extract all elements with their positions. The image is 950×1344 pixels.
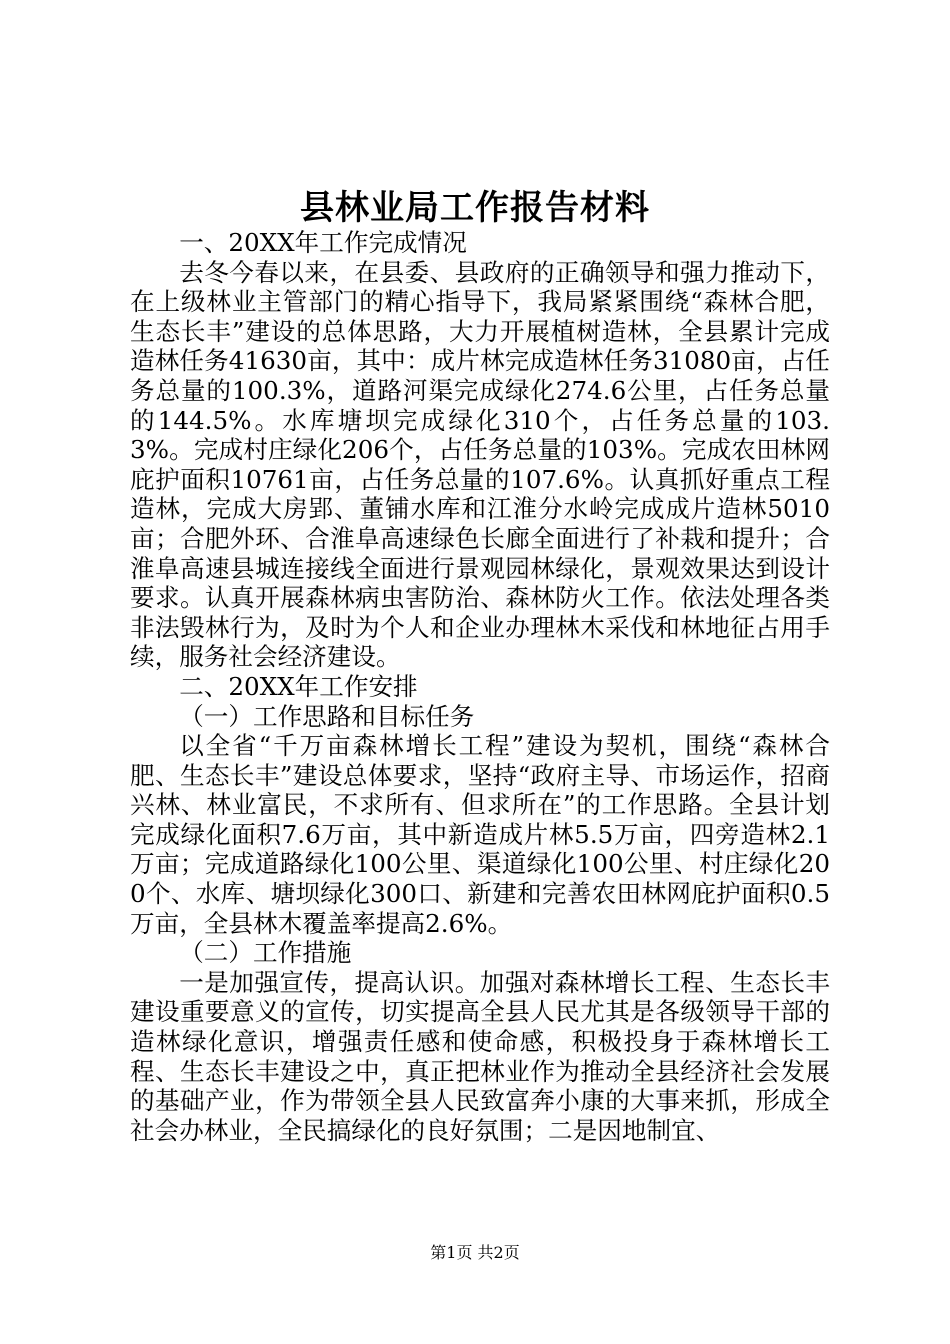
paragraph-work-plan: 以全省“千万亩森林增长工程”建设为契机，围绕“森林合肥、生态长丰”建设总体要求，坚持“政府主导、市场运作，招商兴林、林业富民，不求所有、但求所在”的工作思路。全县计划完成绿化面积7.6万亩，其中新造成片林5.5万亩，四旁造林2.1万亩；完成道路绿化100公里、渠道绿化100公里、村庄绿化200个、水库、塘坝绿化300口、新建和完善农田林网庇护面积0.5万亩，全县林木覆盖率提高2.6%。 (130, 731, 830, 938)
document-title: 县林业局工作报告材料 (300, 188, 650, 228)
section-heading-1: 一、20XX年工作完成情况 (179, 228, 467, 257)
document-body (130, 228, 830, 1145)
paragraph-work-completion: 去冬今春以来，在县委、县政府的正确领导和强力推动下，在上级林业主管部门的精心指导下，我局紧紧围绕“森林合肥，生态长丰”建设的总体思路，大力开展植树造林，全县累计完成造林任务41630亩，其中：成片林完成造林任务31080亩，占任务总量的100.3%，道路河渠完成绿化274.6公里，占任务总量的144.5%。水库塘坝完成绿化310个，占任务总量的103.3%。完成村庄绿化206个，占任务总量的103%。完成农田林网庇护面积10761亩，占任务总量的107.6%。认真抓好重点工程造林，完成大房郢、董铺水库和江淮分水岭完成成片造林5010亩；合肥外环、合淮阜高速绿色长廊全面进行了补栽和提升；合淮阜高速县城连接线全面进行景观园林绿化，景观效果达到设计要求。认真开展森林病虫害防治、森林防火工作。依法处理各类非法毁林行为，及时为个人和企业办理林木采伐和林地征占用手续，服务社会经济建设。 (130, 257, 830, 672)
page-footer: 第1页 共2页 (430, 1243, 520, 1262)
section-heading-2: 二、20XX年工作安排 (179, 671, 418, 701)
paragraph-work-measures: 一是加强宣传，提高认识。加强对森林增长工程、生态长丰建设重要意义的宣传，切实提高全县人民尤其是各级领导干部的造林绿化意识，增强责任感和使命感，积极投身于森林增长工程、生态长丰建设之中，真正把林业作为推动全县经济社会发展的基础产业，作为带领全县人民致富奔小康的大事来抓，形成全社会办林业，全民搞绿化的良好氛围；二是因地制宜、 (130, 967, 830, 1145)
subsection-heading-1: （一）工作思路和目标任务 (179, 701, 475, 731)
subsection-heading-2: （二）工作措施 (179, 938, 352, 968)
